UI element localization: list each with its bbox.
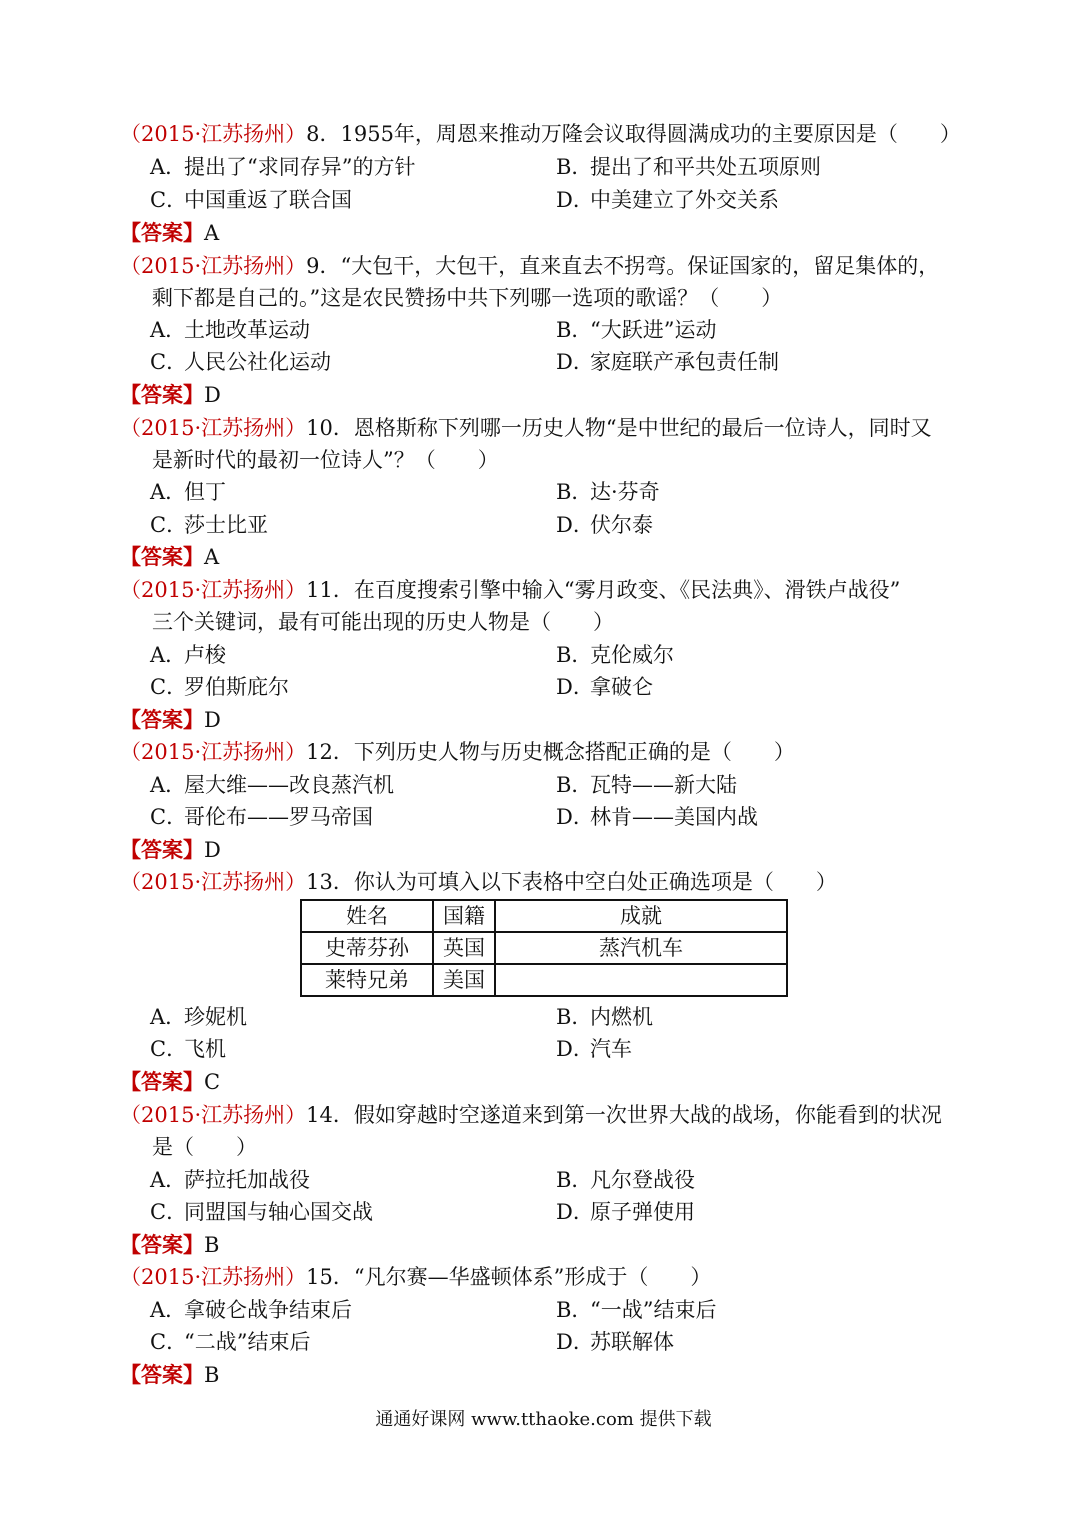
option-d[interactable]: D．中美建立了外交关系: [556, 188, 779, 212]
option-a[interactable]: A．土地改革运动: [150, 318, 310, 342]
question-source: （2015·江苏扬州）: [120, 122, 307, 146]
options-row: [150, 673, 970, 701]
question-15-stem: （2015·江苏扬州）15．“凡尔赛—华盛顿体系”形成于（ ）: [120, 1265, 712, 1289]
table-cell: 莱特兄弟: [301, 964, 433, 996]
option-c[interactable]: C．中国重返了联合国: [150, 188, 352, 212]
question-source: （2015·江苏扬州）: [120, 1103, 307, 1127]
option-c[interactable]: C．“二战”结束后: [150, 1330, 311, 1354]
options-row: [150, 1166, 970, 1194]
question-9-answer: 【答案】D: [120, 382, 221, 407]
question-14-stem-cont: 是（ ）: [152, 1135, 257, 1159]
question-10-answer: 【答案】A: [120, 544, 220, 569]
question-source: （2015·江苏扬州）: [120, 254, 307, 278]
table-header-cell: 成就: [495, 900, 787, 932]
question-12-stem: （2015·江苏扬州）12．下列历史人物与历史概念搭配正确的是（ ）: [120, 740, 795, 764]
table-row: [301, 932, 787, 964]
table-cell: 蒸汽机车: [495, 932, 787, 964]
options-row: [150, 803, 970, 831]
option-c[interactable]: C．同盟国与轴心国交战: [150, 1200, 373, 1224]
option-b[interactable]: B．瓦特——新大陆: [556, 773, 737, 797]
option-c[interactable]: C．莎士比亚: [150, 513, 268, 537]
question-14-stem: （2015·江苏扬州）14．假如穿越时空遂道来到第一次世界大战的战场，你能看到的状况: [120, 1103, 942, 1127]
question-14-answer: 【答案】B: [120, 1232, 220, 1257]
question-source: （2015·江苏扬州）: [120, 578, 307, 602]
question-source: （2015·江苏扬州）: [120, 1265, 307, 1289]
options-row: [150, 1035, 970, 1063]
table-header-cell: 姓名: [301, 900, 433, 932]
table-cell: 史蒂芬孙: [301, 932, 433, 964]
option-b[interactable]: B．内燃机: [556, 1005, 653, 1029]
options-row: [150, 1198, 970, 1226]
options-row: [150, 771, 970, 799]
question-12-answer: 【答案】D: [120, 837, 221, 862]
option-b[interactable]: B．“一战”结束后: [556, 1298, 717, 1322]
inventor-table: [300, 899, 788, 997]
option-d[interactable]: D．苏联解体: [556, 1330, 674, 1354]
table-header-row: [301, 900, 787, 932]
option-b[interactable]: B．凡尔登战役: [556, 1168, 695, 1192]
options-row: [150, 1296, 970, 1324]
option-c[interactable]: C．人民公社化运动: [150, 350, 331, 374]
option-b[interactable]: B．达·芬奇: [556, 480, 660, 504]
question-source: （2015·江苏扬州）: [120, 870, 307, 894]
question-11-stem: （2015·江苏扬州）11．在百度搜索引擎中输入“雾月政变、《民法典》、滑铁卢战役”: [120, 578, 901, 602]
option-c[interactable]: C．飞机: [150, 1037, 226, 1061]
options-row: [150, 1328, 970, 1356]
option-a[interactable]: A．提出了“求同存异”的方针: [150, 155, 416, 179]
option-d[interactable]: D．林肯——美国内战: [556, 805, 758, 829]
option-d[interactable]: D．拿破仑: [556, 675, 653, 699]
options-row: [150, 316, 970, 344]
option-c[interactable]: C．哥伦布——罗马帝国: [150, 805, 373, 829]
question-13-stem: （2015·江苏扬州）13．你认为可填入以下表格中空白处正确选项是（ ）: [120, 870, 837, 894]
question-10-stem-cont: 是新时代的最初一位诗人”？（ ）: [152, 448, 499, 472]
options-row: [150, 1003, 970, 1031]
table-header-cell: 国籍: [433, 900, 495, 932]
question-13-answer: 【答案】C: [120, 1069, 221, 1094]
option-a[interactable]: A．拿破仑战争结束后: [150, 1298, 352, 1322]
option-d[interactable]: D．原子弹使用: [556, 1200, 695, 1224]
options-row: [150, 641, 970, 669]
options-row: [150, 511, 970, 539]
question-11-answer: 【答案】D: [120, 707, 221, 732]
question-10-stem: （2015·江苏扬州）10．恩格斯称下列哪一历史人物“是中世纪的最后一位诗人，同时又: [120, 416, 932, 440]
option-a[interactable]: A．屋大维——改良蒸汽机: [150, 773, 394, 797]
option-b[interactable]: B．克伦威尔: [556, 643, 674, 667]
question-source: （2015·江苏扬州）: [120, 416, 307, 440]
option-a[interactable]: A．但丁: [150, 480, 226, 504]
option-d[interactable]: D．家庭联产承包责任制: [556, 350, 779, 374]
question-8-stem: （2015·江苏扬州）8．1955年，周恩来推动万隆会议取得圆满成功的主要原因是（ ）: [120, 122, 961, 146]
option-b[interactable]: B．“大跃进”运动: [556, 318, 717, 342]
option-a[interactable]: A．卢梭: [150, 643, 226, 667]
table-cell: 英国: [433, 932, 495, 964]
question-8-answer: 【答案】A: [120, 220, 220, 245]
option-d[interactable]: D．伏尔泰: [556, 513, 653, 537]
options-row: [150, 153, 970, 181]
table-cell: 美国: [433, 964, 495, 996]
question-11-stem-cont: 三个关键词，最有可能出现的历史人物是（ ）: [152, 610, 614, 634]
table-cell-blank: [495, 964, 787, 996]
option-a[interactable]: A．萨拉托加战役: [150, 1168, 310, 1192]
table-row: [301, 964, 787, 996]
question-9-stem: （2015·江苏扬州）9．“大包干，大包干，直来直去不拐弯。保证国家的，留足集体的，: [120, 254, 940, 278]
page-footer: 通通好课网 www.tthaoke.com 提供下载: [375, 1409, 712, 1430]
question-9-stem-cont: 剩下都是自己的。”这是农民赞扬中共下列哪一选项的歌谣？（ ）: [152, 286, 783, 310]
question-15-answer: 【答案】B: [120, 1362, 220, 1387]
options-row: [150, 478, 970, 506]
question-source: （2015·江苏扬州）: [120, 740, 307, 764]
option-d[interactable]: D．汽车: [556, 1037, 632, 1061]
options-row: [150, 348, 970, 376]
options-row: [150, 186, 970, 214]
option-c[interactable]: C．罗伯斯庇尔: [150, 675, 289, 699]
option-a[interactable]: A．珍妮机: [150, 1005, 247, 1029]
option-b[interactable]: B．提出了和平共处五项原则: [556, 155, 821, 179]
